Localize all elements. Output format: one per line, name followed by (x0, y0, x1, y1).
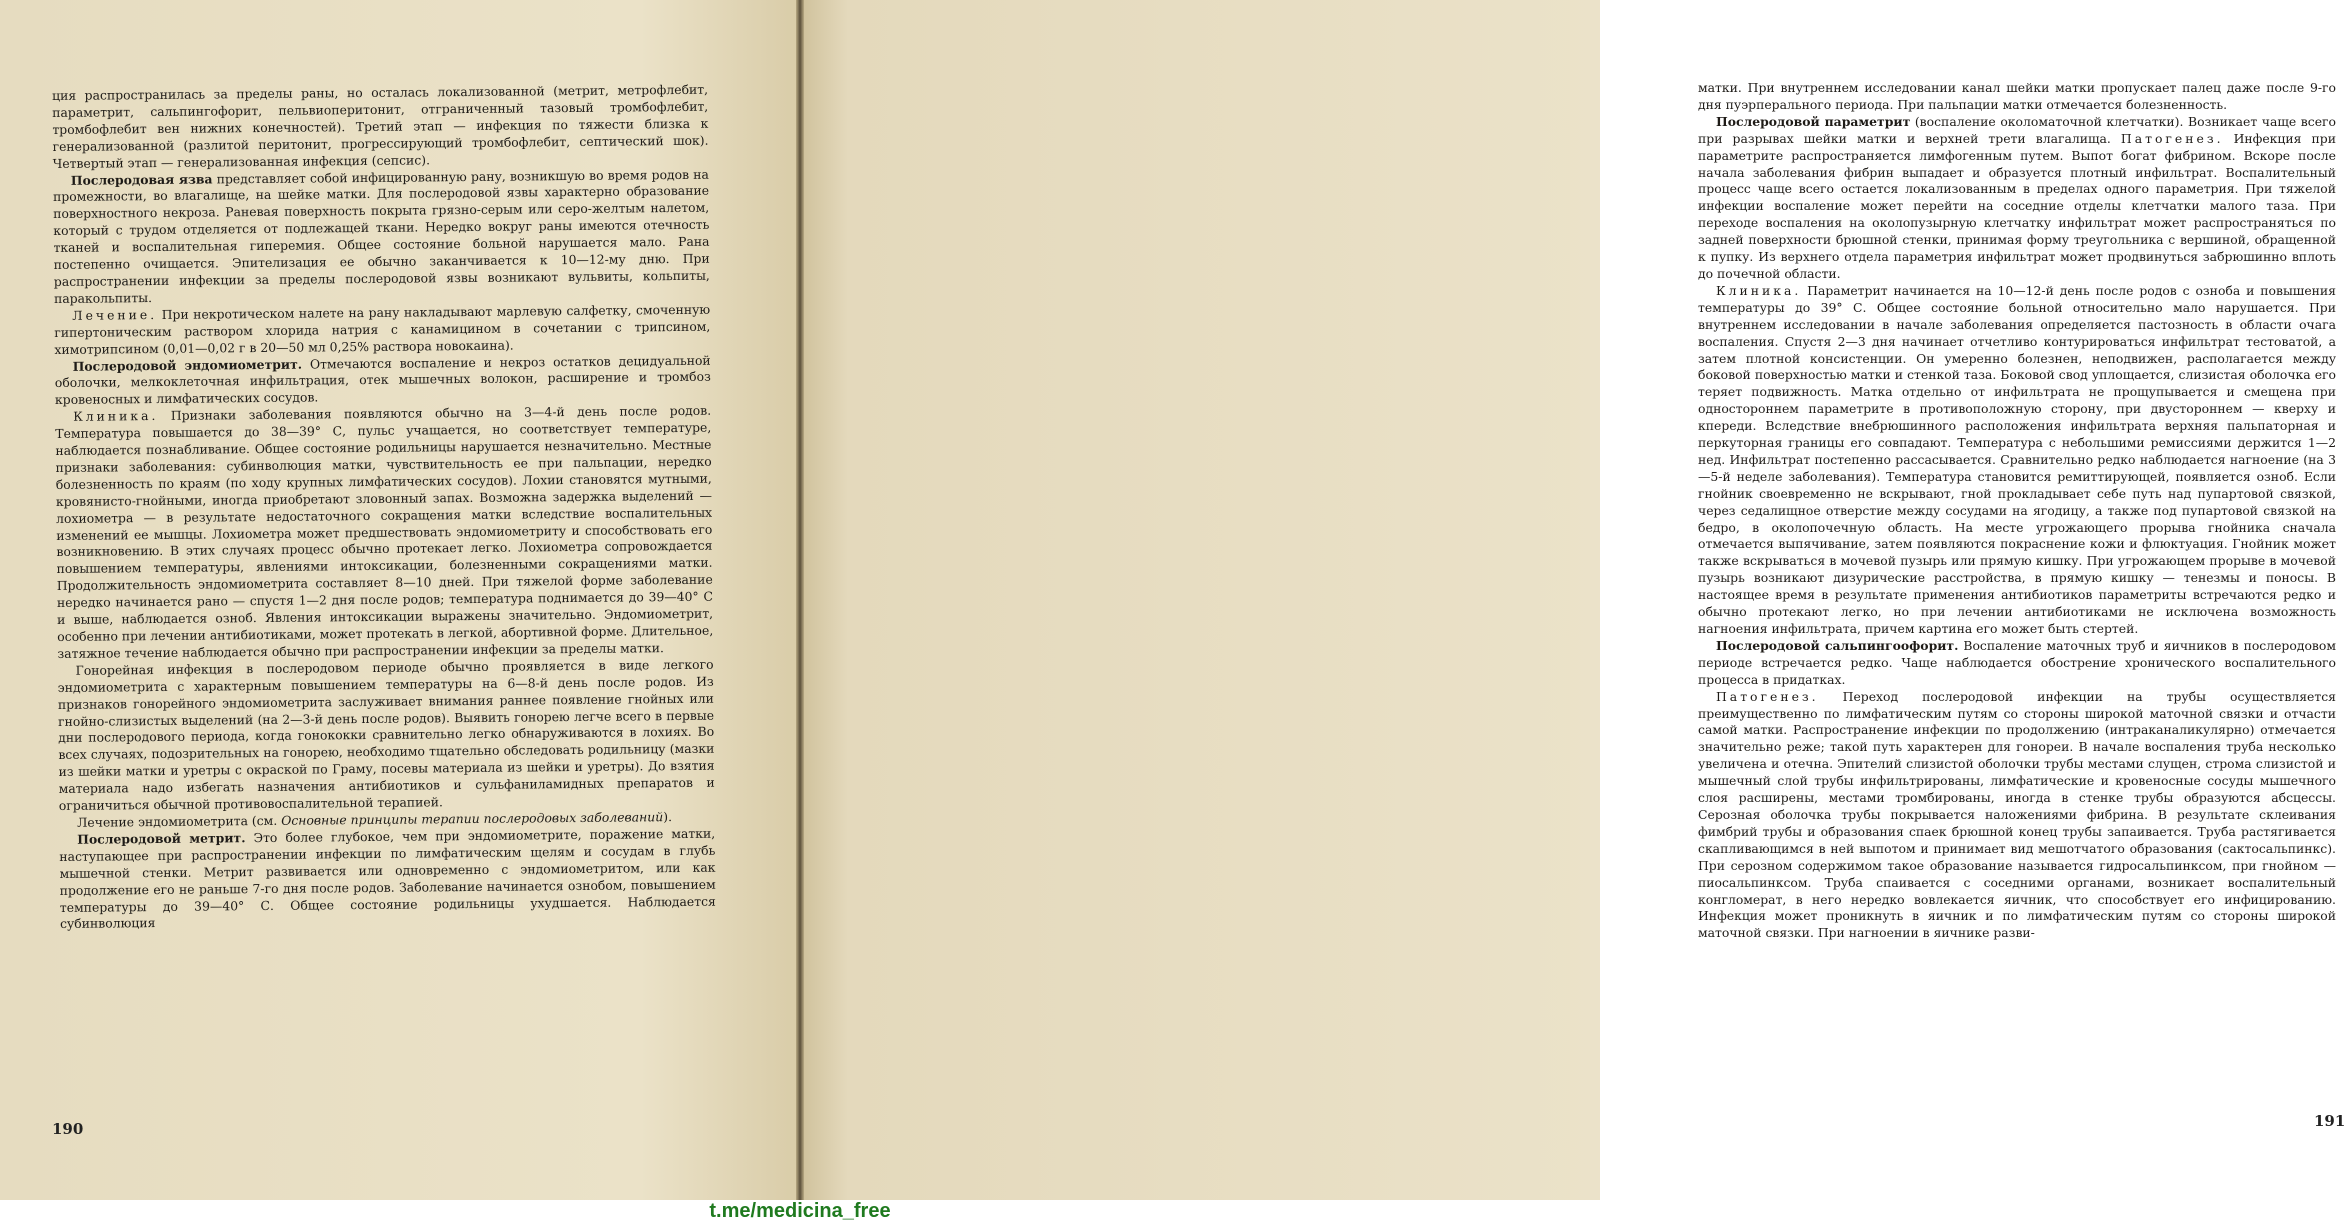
paragraph (1698, 114, 2336, 283)
paragraph-heading: Послеродовой метрит. (77, 830, 246, 847)
paragraph-heading: Послеродовой параметрит (1716, 113, 1911, 129)
right-page-number: 191 (2314, 1112, 2345, 1130)
paragraph-text: Воспаление маточных труб и яичников в послеродовом периоде встречается редко. Чаще наблюдается обострение хронического воспалительного процесса в придатках. (1698, 637, 2336, 687)
book-gutter (796, 0, 804, 1200)
paragraph (58, 656, 715, 814)
paragraph (54, 301, 710, 358)
right-page-text (1698, 80, 2336, 942)
paragraph (53, 166, 710, 308)
paragraph-text: Отмечаются воспаление и некроз остатков децидуальной оболочки, мелкоклеточная инфильтрация, отек мышечных волокон, расширение и тромбоз кровеносных и лимфатических сосудов. (54, 352, 711, 408)
paragraph-text: Лечение эндомиометрита (см. (76, 812, 282, 830)
paragraph (1698, 689, 2336, 943)
paragraph (59, 826, 716, 934)
watermark-link[interactable]: t.me/medicina_free (709, 1200, 891, 1222)
paragraph (1698, 638, 2336, 689)
left-page-text (52, 82, 716, 934)
paragraph (1698, 80, 2336, 114)
emphasis-text: Патогенез. (2120, 130, 2224, 146)
paragraph (55, 403, 713, 663)
left-page (0, 0, 800, 1200)
emphasis-text: Клиника. (1716, 282, 1802, 298)
paragraph-text: ). (663, 809, 673, 825)
paragraph (1698, 283, 2336, 638)
paragraph-heading: Послеродовая язва (70, 170, 213, 188)
paragraph-text: Признаки заболевания появляются обычно на 3—4-й день после родов. Температура повышается до 38—39° С, пульс учащается, но соответствует температуре, наблюдается познабливание. Общее состояние родильницы нарушается незначительно. Местные признаки заболевания: субинволюция матки, чувствительность ее при пальпации, нередко болезненность по краям (по ходу крупных лимфатических сосудов). Лохии становятся мутными, кровянисто-гнойными, иногда приобретают зловонный запах. Возможна задержка выделений — лохиометра — в результате недостаточного сокращения матки вследствие воспалительных изменений ее мышцы. Лохиометра может предшествовать эндомиометриту и способствовать его возникновению. В этих случаях процесс обычно протекает легко. Лохиометра сопровождается повышением температуры, явлениями интоксикации, болезненными сокращениями матки. Продолжительность эндомиометрита составляет 8—10 дней. При тяжелой форме заболевание нередко начинается рано — спустя 1—2 дня после родов; температура поднимается до 39—40° С и выше, наблюдается озноб. Явления интоксикации выражены значительно. Эндомиометрит, особенно при лечении антибиотиками, может протекать в легкой, абортивной форме. Длительное, затяжное течение наблюдается обычно при распространении инфекции за пределы матки. (55, 402, 714, 661)
right-page (800, 0, 2345, 1200)
left-page-number: 190 (52, 1120, 84, 1138)
emphasis-text: Патогенез. (1716, 688, 1819, 704)
paragraph-text: Это более глубокое, чем при эндомиометрите, поражение матки, наступающее при распространении инфекции по лимфатическим щелям и сосудам в глубь мышечной стенки. Метрит развивается или одновременно с эндомиометритом, или как продолжение его не раньше 7-го дня после родов. Заболевание начинается ознобом, повышением температуры до 39—40° С. Общее состояние родильницы ухудшается. Наблюдается субинволюция (59, 825, 716, 932)
paragraph-text: Параметрит начинается на 10—12-й день после родов с озноба и повышения температуры до 39° С. Общее состояние больной относительно мало нарушается. При внутреннем исследовании в начале заболевания определяется пастозность в области очага воспаления. Спустя 2—3 дня начинает отчетливо контурироваться инфильтрат тестоватой, а затем плотной консистенции. Он умеренно болезнен, неподвижен, располагается между боковой поверхностью матки и стенкой таза. Боковой свод уплощается, слизистая оболочка его теряет подвижность. Матка отдельно от инфильтрата не прощупывается и смещена при одностороннем параметрите в противоположную сторону, при двустороннем — кверху и кпереди. Вследствие внебрюшинного расположения инфильтрата верхняя пальпаторная и перкуторная границы его совпадают. Температура с небольшими ремиссиями держится 1—2 нед. Инфильтрат постепенно рассасывается. Сравнительно редко наблюдается нагноение (на 3—5-й неделе заболевания). Температура становится ремиттирующей, появляется озноб. Если гнойник своевременно не вскрывают, гной прокладывает себе путь над пупартовой связкой, через седалищное отверстие между сосудами на ягодицу, а также под пупартовой связкой на бедро, в околопочечную область. На месте угрожающего прорыва гнойника сначала отмечается выпячивание, затем появляются покраснение кожи и флюктуация. Гнойник может также вскрываться в мочевой пузырь или прямую кишку. При угрожающем прорыве в мочевой пузырь возникают дизурические расстройства, в прямую кишку — тенезмы и поносы. В настоящее время в результате применения антибиотиков параметриты встречаются редко и обычно протекают легко, но при лечении антибиотиками не исключена возможность нагноения инфильтрата, причем картина его может быть стертей. (1698, 282, 2336, 636)
paragraph-text: Переход послеродовой инфекции на трубы осуществляется преимущественно по лимфатическим путям со стороны широкой маточной связки и отчасти самой матки. Распространение инфекции по продолжению (интраканаликулярно) отмечается значительно реже; такой путь характерен для гонореи. В начале воспаления труба несколько увеличена и отечна. Эпителий слизистой оболочки трубы местами слущен, строма слизистой и мышечный слой трубы инфильтрированы, лимфатические и кровеносные сосуды мышечного слоя расширены, местами тромбированы, иногда в стенке трубы образуются абсцессы. Серозная оболочка трубы покрывается наложениями фибрина. В результате склеивания фимбрий трубы и образования спаек брюшной конец трубы запаивается. Труба растягивается скапливающимся в ней выпотом и принимает вид мешотчатого образования (сактосальпинкс). При серозном содержимом такое образование называется гидросальпинксом, при гнойном — пиосальпинксом. Труба спаивается с соседними органами, возникает воспалительный конгломерат, в него нередко вовлекается яичник, что способствует его инфицированию. Инфекция может проникнуть в яичник и по лимфатическим путям со стороны широкой маточной связки. При нагноении в яичнике разви- (1698, 688, 2336, 941)
paragraph-text: (воспаление околоматочной клетчатки). Возникает чаще всего при разрывах шейки матки и верхней трети влагалища. (1698, 113, 2336, 146)
paragraph-text: матки. При внутреннем исследовании канал шейки матки пропускает палец даже после 9-го дня пуэрперального периода. При пальпации матки отмечается болезненность. (1698, 80, 2336, 112)
paragraph-heading: Послеродовой эндомиометрит. (72, 356, 303, 374)
paragraph-text: представляет собой инфицированную рану, возникшую во время родов на промежности, во влагалище, на шейке матки. Для послеродовой язвы характерно образование поверхностного некроза. Раневая поверхность покрыта грязно-серым или серо-желтым налетом, который с трудом отделяется от подлежащей ткани. Нередко вокруг раны имеются отечность тканей и воспалительная гиперемия. Общее состояние больной нарушается мало. Рана постепенно очищается. Эпителизация ее обычно заканчивается к 10—12-му дню. При распространении инфекции за пределы послеродовой язвы возникают вульвиты, кольпиты, паракольпиты. (52, 166, 710, 306)
emphasis-text: Клиника. (73, 408, 159, 425)
paragraph-text: Инфекция при параметрите распространяется лимфогенным путем. Выпот богат фибрином. Вскоре после начала заболевания фибрин выпадает и образуется плотный инфильтрат. Воспалительный процесс чаще всего остается локализованным в пределах одного параметрия. При тяжелой инфекции воспаление может перейти на соседние отделы клетчатки малого таза. При переходе воспаления на околопузырную клетчатку инфильтрат может распространяться по задней поверхности брюшной стенки, принимая форму треугольника с вершиной, обращенной к пупку. Из верхнего отдела параметрия инфильтрат может продвинуться забрюшинно вплоть до почечной области. (1698, 130, 2336, 281)
paragraph-heading: Послеродовой сальпингоофорит. (1716, 637, 1959, 653)
paragraph (55, 352, 711, 409)
emphasis-text: Основные принципы терапии послеродовых заболеваний (281, 809, 664, 828)
emphasis-text: Лечение. (72, 306, 158, 323)
paragraph-text: ция распространилась за пределы раны, но осталась локализованной (метрит, метрофлебит, параметрит, сальпингофорит, пельвиоперитонит, отграниченный тазовый тромбофлебит, тромбофлебит вен нижних конечностей). Третий этап — инфекция по тяжести близка к генерализованной (разлитой перитонит, прогрессирующий тромбофлебит, септический шок). Четвертый этап — генерализованная инфекция (сепсис). (52, 81, 709, 171)
paragraph-text: При некротическом налете на рану накладывают марлевую салфетку, смоченную гипертоническим раствором хлорида натрия с канамицином в сочетании с трипсином, химотрипсином (0,01—0,02 г в 20—50 мл 0,25% раствора новокаина). (54, 301, 711, 357)
paragraph (52, 82, 709, 173)
paragraph-text: Гонорейная инфекция в послеродовом периоде обычно проявляется в виде легкого эндомиометрита с характерным повышением температуры на 6—8-й день после родов. Из признаков гонорейного эндомиометрита заслуживает внимания раннее появление гнойных или гнойно-слизистых выделений (на 2—3-й день после родов). Выявить гонорею легче всего в первые дни послеродового периода, когда гонококки сравнительно легко обнаруживаются в лохиях. Во всех случаях, подозрительных на гонорею, необходимо тщательно обследовать родильницу (мазки из шейки матки и уретры с окраской по Граму, посевы материала из шейки и уретры). До взятия материала надо избегать назначения антибиотиков и сульфаниламидных препаратов и ограничиться обычной противовоспалительной терапией. (57, 656, 715, 814)
